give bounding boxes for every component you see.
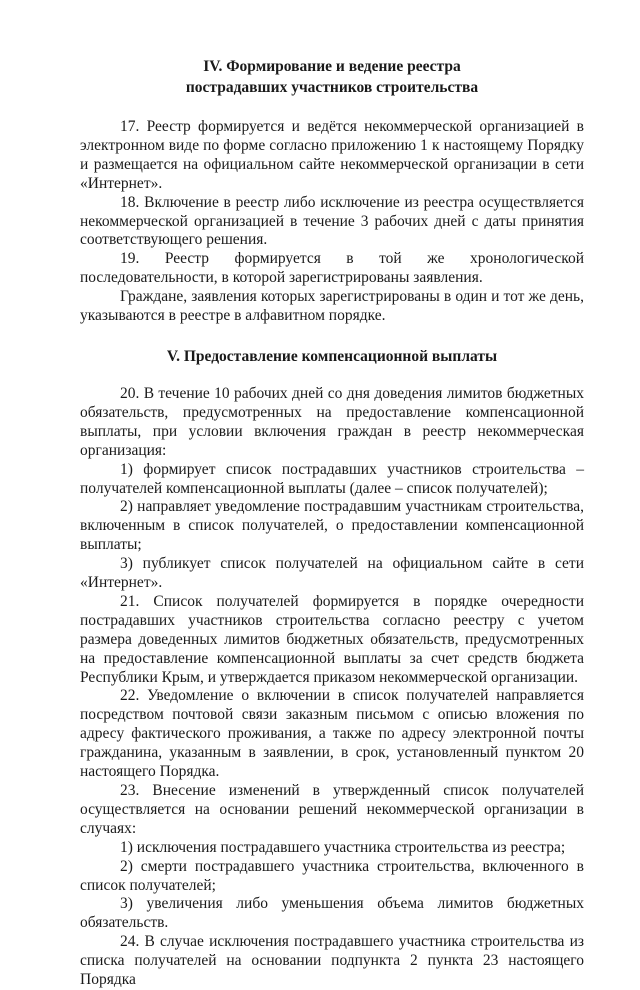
paragraph-21: 21. Список получателей формируется в порядке очередности пострадавших участников строительства согласно реестру с учетом размера доведенных лимитов бюджетных обязательств, предусмотренных на предоставление компенсационной выплаты за счет средств бюджета Республики Крым, и утверждается приказом некоммерческой организации. <box>80 592 584 686</box>
paragraph-23: 23. Внесение изменений в утвержденный список получателей осуществляется на основании решений некоммерческой организации в случаях: <box>80 782 584 837</box>
section-4-body <box>80 118 584 326</box>
paragraph-22: 22. Уведомление о включении в список получателей направляется посредством почтовой связи заказным письмом с описью вложения по адресу фактического проживания, а также по адресу электронной почты гражданина, указанным в заявлении, в срок, установленный пунктом 20 настоящего Порядка. <box>80 687 584 781</box>
paragraph-20-item-2: 2) направляет уведомление пострадавшим участникам строительства, включенным в список получателей, о предоставлении компенсационной выплаты; <box>80 498 584 554</box>
paragraph-23-item-3: 3) увеличения либо уменьшения объема лимитов бюджетных обязательств. <box>80 895 584 932</box>
paragraph-23-item-2: 2) смерти пострадавшего участника строительства, включенного в список получателей; <box>80 857 584 894</box>
paragraph-19: 19. Реестр формируется в той же хронологической последовательности, в которой зарегистрированы заявления. <box>80 250 584 287</box>
paragraph-19-alphabetical: Граждане, заявления которых зарегистрированы в один и тот же день, указываются в реестре в алфавитном порядке. <box>80 288 584 325</box>
section-4-title <box>80 56 584 98</box>
section-4-title-line1: IV. Формирование и ведение реестра <box>203 58 461 75</box>
section-4-title-line2: пострадавших участников строительства <box>185 79 479 96</box>
paragraph-20: 20. В течение 10 рабочих дней со дня доведения лимитов бюджетных обязательств, предусмотренных на предоставление компенсационной выплаты, при условии включения граждан в реестр некоммерческая организация: <box>80 384 584 459</box>
paragraph-24: 24. В случае исключения пострадавшего участника строительства из списка получателей на основании подпункта 2 пункта 23 настоящего Порядка <box>80 933 584 989</box>
paragraph-20-item-3: 3) публикует список получателей на официальном сайте в сети «Интернет». <box>80 555 584 592</box>
paragraph-17: 17. Реестр формируется и ведётся некоммерческой организацией в электронном виде по форме согласно приложению 1 к настоящему Порядку и размещается на официальном сайте некоммерческой организации в сети «Интернет». <box>80 118 584 192</box>
paragraph-23-item-1: 1) исключения пострадавшего участника строительства из реестра; <box>120 838 566 856</box>
paragraph-20-item-1: 1) формирует список пострадавших участников строительства – получателей компенсационной выплаты (далее – список получателей); <box>80 460 584 497</box>
section-5-title: V. Предоставление компенсационной выплаты <box>166 347 498 365</box>
section-5-body <box>80 385 584 990</box>
paragraph-18: 18. Включение в реестр либо исключение из реестра осуществляется некоммерческой организацией в течение 3 рабочих дней с даты принятия соответствующего решения. <box>80 193 584 249</box>
